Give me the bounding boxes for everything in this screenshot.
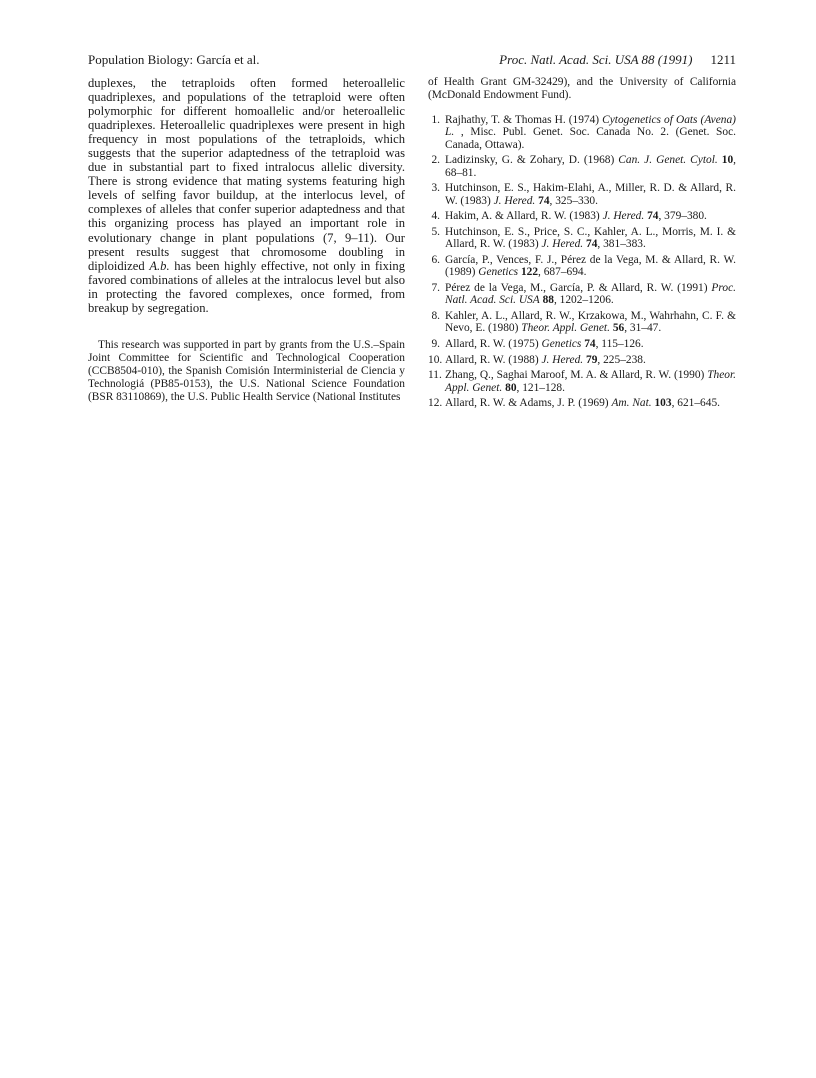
reference-item	[428, 369, 736, 394]
reference-number: 5.	[431, 226, 440, 238]
reference-item	[428, 397, 736, 409]
reference-number: 8.	[431, 310, 440, 322]
body-paragraph	[88, 76, 405, 315]
reference-number: 12.	[428, 397, 443, 410]
reference-authors: Kahler, A. L., Allard, R. W., Krzakowa, M., Wahrhahn, C. F. & Nevo, E. (1980)	[445, 310, 736, 335]
reference-authors: Zhang, Q., Saghai Maroof, M. A. & Allard, R. W. (1990)	[445, 369, 708, 382]
reference-authors: Hutchinson, E. S., Hakim-Elahi, A., Miller, R. D. & Allard, R. W. (1983)	[445, 182, 736, 207]
reference-authors: Allard, R. W. (1988)	[445, 353, 542, 366]
reference-volume: 10	[721, 154, 734, 167]
reference-pages: , Misc. Publ. Genet. Soc. Canada No. 2. (Genet. Soc. Canada, Ottawa).	[445, 126, 736, 151]
reference-item	[428, 210, 736, 222]
reference-authors: Allard, R. W. & Adams, J. P. (1969)	[445, 397, 612, 410]
body-text-1: duplexes, the tetraploids often formed heteroallelic quadriplexes, and populations of the tetraploid were often polymorphic for different homoallelic and/or heteroallelic quadriplexes. Heteroallelic quadriplexes were present in high frequency in most populations of the tetraploids, which suggests that the superior adaptedness of the tetraploid was due in substantial part to fixed intralocus allelic diversity. There is strong evidence that mating systems featuring high levels of selfing favor buildup, at the interlocus level, of complexes of alleles that confer superior adaptedness and that this organizing process has played an important role in evolutionary change in plant populations (7, 9–11). Our present results suggest that chromosome doubling in diploidized	[88, 76, 405, 273]
reference-journal: Theor. Appl. Genet.	[445, 369, 736, 394]
acknowledgment-continued: of Health Grant GM-32429), and the University of California (McDonald Endowment Fund).	[428, 76, 736, 101]
reference-journal: Am. Nat.	[611, 397, 652, 410]
reference-pages: , 121–128.	[516, 381, 565, 394]
reference-volume: 103	[654, 397, 672, 410]
reference-pages: , 621–645.	[671, 397, 720, 410]
reference-item	[428, 310, 736, 335]
reference-volume: 74	[586, 238, 598, 251]
reference-item	[428, 338, 736, 350]
reference-volume: 88	[542, 294, 554, 307]
acknowledgment-text: This research was supported in part by grants from the U.S.–Spain Joint Committee for Scientific and Technological Cooperation (CCB8504-010), the Spanish Comisión Interministerial de Ciencia y Technologiá (PB85-0153), the U.S. National Science Foundation (BSR 83110869), the U.S. Public Health Service (National Institutes	[88, 338, 405, 403]
reference-number: 10.	[428, 353, 443, 366]
reference-number: 2.	[431, 154, 440, 167]
reference-authors: Rajhathy, T. & Thomas H. (1974)	[445, 114, 603, 126]
reference-authors: Hutchinson, E. S., Price, S. C., Kahler, A. L., Morris, M. I. & Allard, R. W. (1983)	[445, 226, 736, 251]
page-number: 1211	[710, 52, 736, 67]
reference-number: 6.	[431, 254, 440, 266]
reference-journal: Theor. Appl. Genet.	[521, 322, 610, 335]
journal-citation	[499, 52, 736, 68]
reference-pages: , 31–47.	[624, 322, 662, 335]
reference-number: 7.	[431, 282, 440, 294]
reference-item	[428, 254, 736, 279]
reference-item	[428, 282, 736, 307]
reference-item	[428, 226, 736, 251]
reference-pages: , 68–81.	[445, 154, 736, 179]
reference-item	[428, 114, 736, 151]
reference-volume: 74	[538, 194, 550, 207]
reference-number: 11.	[428, 369, 442, 382]
reference-journal: J. Hered.	[541, 353, 584, 366]
reference-volume: 80	[505, 381, 517, 394]
reference-authors: García, P., Vences, F. J., Pérez de la Vega, M. & Allard, R. W. (1989)	[445, 254, 736, 279]
reference-pages: , 325–330.	[549, 194, 598, 207]
reference-pages: , 687–694.	[538, 266, 587, 279]
reference-number: 9.	[431, 338, 440, 350]
reference-volume: 74	[584, 338, 596, 350]
reference-pages: , 381–383.	[597, 238, 646, 251]
reference-pages: , 225–238.	[597, 353, 646, 366]
reference-number: 3.	[431, 182, 440, 195]
reference-pages: , 1202–1206.	[553, 294, 614, 307]
running-title: Population Biology: García et al.	[88, 52, 260, 67]
reference-item	[428, 354, 736, 366]
reference-volume: 79	[586, 353, 598, 366]
reference-item	[428, 182, 736, 207]
reference-journal: Genetics	[478, 266, 519, 279]
reference-authors: Allard, R. W. (1975)	[445, 338, 542, 350]
reference-number: 4.	[431, 210, 440, 223]
reference-item	[428, 154, 736, 179]
reference-journal: Can. J. Genet. Cytol.	[618, 154, 718, 167]
reference-journal: Genetics	[541, 338, 582, 350]
reference-volume: 122	[520, 266, 539, 279]
reference-journal: J. Hered.	[602, 210, 645, 223]
reference-journal: J. Hered.	[541, 238, 584, 251]
reference-volume: 74	[647, 210, 659, 223]
reference-volume: 56	[612, 322, 625, 335]
body-text-2: has been highly effective, not only in fixing favored combinations of alleles at the intralocus level but also in protecting the favored complexes, once formed, from breakup by segregation.	[88, 258, 405, 315]
reference-pages: , 115–126.	[595, 338, 644, 350]
reference-journal: Proc. Natl. Acad. Sci. USA	[445, 282, 736, 307]
reference-authors: Hakim, A. & Allard, R. W. (1983)	[445, 210, 603, 223]
reference-authors: Ladizinsky, G. & Zohary, D. (1968)	[445, 154, 619, 167]
right-column	[428, 76, 736, 413]
reference-number: 1.	[431, 114, 440, 126]
species-abbrev: A.b.	[149, 258, 170, 273]
reference-pages: , 379–380.	[658, 210, 707, 223]
running-header	[88, 52, 736, 72]
journal-name: Proc. Natl. Acad. Sci. USA 88 (1991)	[499, 52, 693, 67]
reference-journal: Cytogenetics of Oats (Avena) L.	[445, 114, 736, 139]
reference-list	[428, 114, 736, 410]
reference-journal: J. Hered.	[493, 194, 536, 207]
left-column	[88, 76, 405, 404]
reference-authors: Pérez de la Vega, M., García, P. & Allard, R. W. (1991)	[445, 282, 712, 294]
